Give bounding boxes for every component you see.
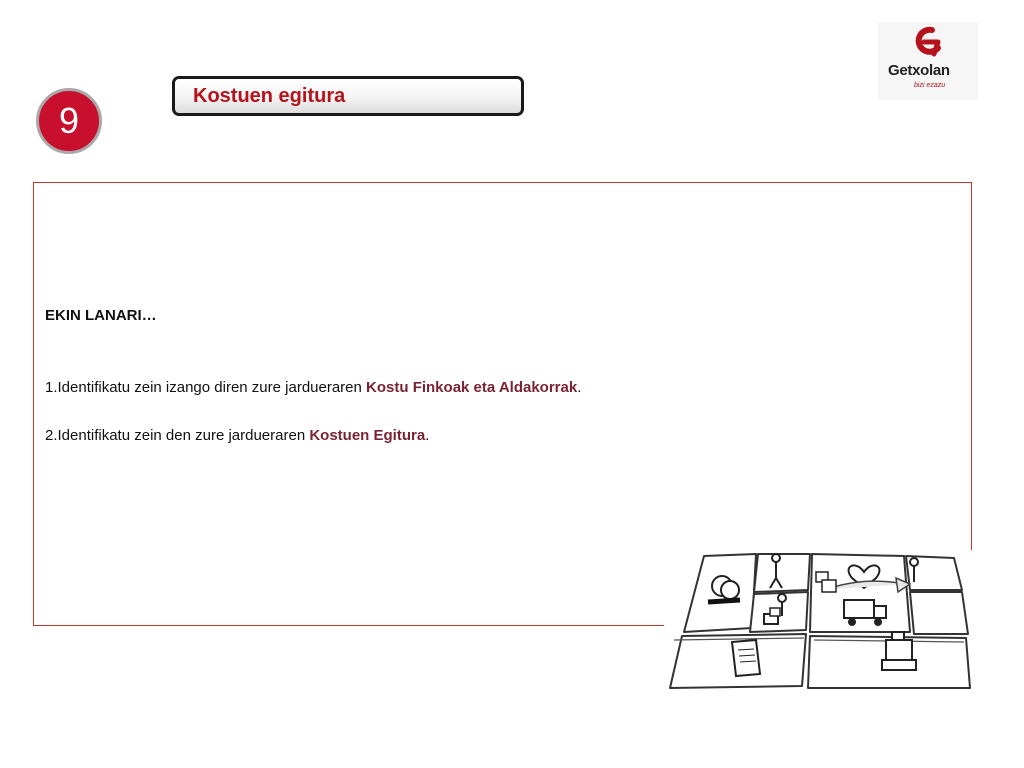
instruction-item-2 — [45, 427, 429, 444]
document-icon — [732, 640, 760, 676]
content-heading: EKIN LANARI… — [45, 307, 157, 324]
logo-tagline: bizi ezazu — [914, 82, 946, 89]
logo-name: Getxolan — [888, 62, 950, 79]
slide-title: Kostuen egitura — [193, 84, 346, 107]
getxolan-logo-mark-icon — [878, 24, 978, 64]
item1-prefix: 1.Identifikatu zein izango diren zure jardueraren — [45, 379, 367, 396]
item2-highlight: Kostuen Egitura — [309, 427, 426, 444]
slide-title-box — [172, 76, 524, 116]
slide-number: 9 — [58, 100, 80, 141]
slide-number-badge — [36, 88, 102, 154]
item2-suffix: . — [425, 427, 430, 444]
business-model-canvas-illustration — [664, 550, 974, 692]
instruction-item-1 — [45, 379, 581, 396]
item2-prefix: 2.Identifikatu zein den zure jardueraren — [45, 427, 310, 444]
item1-suffix: . — [577, 379, 582, 396]
getxolan-logo — [878, 22, 978, 100]
item1-highlight: Kostu Finkoak eta Aldakorrak — [366, 379, 578, 396]
